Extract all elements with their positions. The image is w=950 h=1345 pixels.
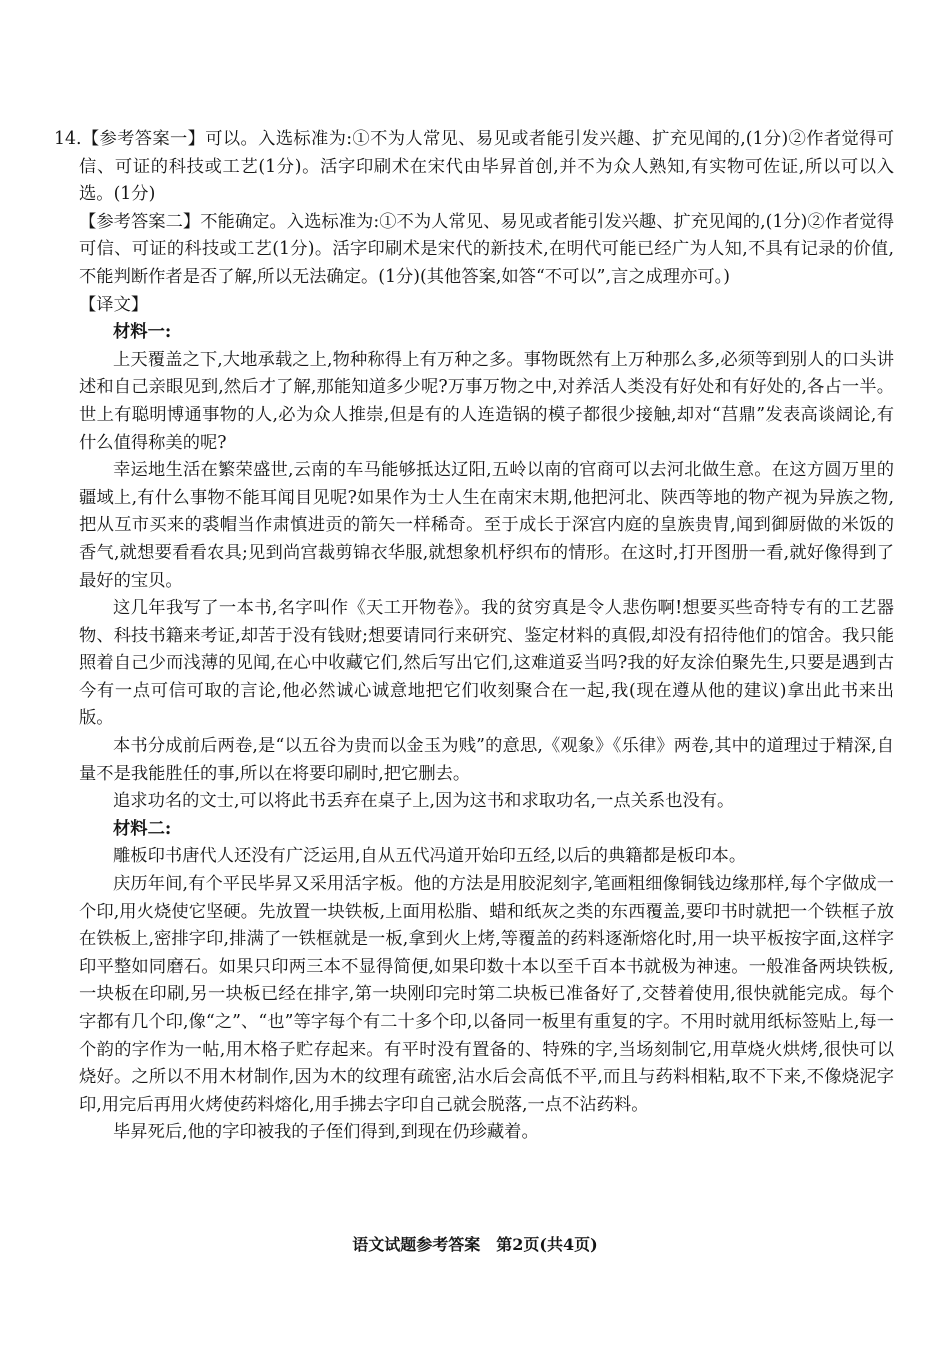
material-two-paragraph: 毕昇死后,他的字印被我的子侄们得到,到现在仍珍藏着。 [113,1122,539,1143]
material-one-paragraph: 追求功名的文士,可以将此书丢弃在桌子上,因为这书和求取功名,一点关系也没有。 [113,791,735,812]
q14-answer-two: 【参考答案二】不能确定。入选标准为:①不为人常见、易见或者能引发兴趣、扩充见闻的,(1分)②作者觉得可信、可证的科技或工艺(1分)。活字印刷术是宋代的新技术,在明代可能已经广为人知,不具有记录的价值,不能判断作者是否了解,所以无法确定。(1分)(其他答案,如答“不可以”,言之成理亦可。) [79,211,894,287]
q14-answer-one: 14.【参考答案一】可以。入选标准为:①不为人常见、易见或者能引发兴趣、扩充见闻的,(1分)②作者觉得可信、可证的科技或工艺(1分)。活字印刷术在宋代由毕昇首创,并不为众人熟知,有实物可佐证,所以可以入选。(1分) [54,129,894,205]
translation-label: 【译文】 [79,294,149,315]
material-two-heading: 材料二: [113,818,172,839]
material-one-heading: 材料一: [113,322,172,343]
material-one-paragraph: 本书分成前后两卷,是“以五谷为贵而以金玉为贱”的意思,《观象》《乐律》两卷,其中的道理过于精深,自量不是我能胜任的事,所以在将要印刷时,把它删去。 [79,736,894,784]
material-one-paragraph: 幸运地生活在繁荣盛世,云南的车马能够抵达辽阳,五岭以南的官商可以去河北做生意。在这方圆万里的疆域上,有什么事物不能耳闻目见呢?如果作为士人生在南宋末期,他把河北、陕西等地的物产视为异族之物,把从互市买来的裘帽当作肃慎进贡的箭矢一样稀奇。至于成长于深宫内庭的皇族贵胄,闻到御厨做的米饭的香气,就想要看看农具;见到尚宫裁剪锦衣华服,就想象机杼织布的情形。在这时,打开图册一看,就好像得到了最好的宝贝。 [79,460,894,591]
material-one-paragraph: 上天覆盖之下,大地承载之上,物种称得上有万种之多。事物既然有上万种那么多,必须等到别人的口头讲述和自己亲眼见到,然后才了解,那能知道多少呢?万事万物之中,对养活人类没有好处和有好处的,各占一半。世上有聪明博通事物的人,必为众人推崇,但是有的人连造锅的模子都很少接触,却对“莒鼎”发表高谈阔论,有什么值得称美的呢? [79,349,894,453]
material-two-paragraph: 庆历年间,有个平民毕昇又采用活字板。他的方法是用胶泥刻字,笔画粗细像铜钱边缘那样,每个字做成一个印,用火烧使它坚硬。先放置一块铁板,上面用松脂、蜡和纸灰之类的东西覆盖,要印书时就把一个铁框子放在铁板上,密排字印,排满了一铁框就是一板,拿到火上烤,等覆盖的药料逐渐熔化时,用一块平板按字面,这样字印平整如同磨石。如果只印两三本不显得简便,如果印数十本以至千百本书就极为神速。一般准备两块铁板,一块板在印刷,另一块板已经在排字,第一块刚印完时第二块板已准备好了,交替着使用,很快就能完成。每个字都有几个印,像“之”、“也”等字每个有二十多个印,以备同一板里有重复的字。不用时就用纸标签贴上,每一个韵的字作为一帖,用木格子贮存起来。有平时没有置备的、特殊的字,当场刻制它,用草烧火烘烤,很快可以烧好。之所以不用木材制作,因为木的纹理有疏密,沾水后会高低不平,而且与药料相粘,取不下来,不像烧泥字印,用完后再用火烤使药料熔化,用手拂去字印自己就会脱落,一点不沾药料。 [79,874,894,1115]
page-footer: 语文试题参考答案 第2页(共4页) [352,1235,598,1254]
material-two-paragraph: 雕板印书唐代人还没有广泛运用,自从五代冯道开始印五经,以后的典籍都是板印本。 [113,846,747,867]
page-content [54,126,894,1147]
material-one-paragraph: 这几年我写了一本书,名字叫作《天工开物卷》。我的贫穷真是令人悲伤啊!想要买些奇特专有的工艺器物、科技书籍来考证,却苦于没有钱财;想要请同行来研究、鉴定材料的真假,却没有招待他们的馆舍。我只能照着自己少而浅薄的见闻,在心中收藏它们,然后写出它们,这难道妥当吗?我的好友涂伯聚先生,只要是遇到古今有一点可信可取的言论,他必然诚心诚意地把它们收刻聚合在一起,我(现在遵从他的建议)拿出此书来出版。 [79,598,894,729]
